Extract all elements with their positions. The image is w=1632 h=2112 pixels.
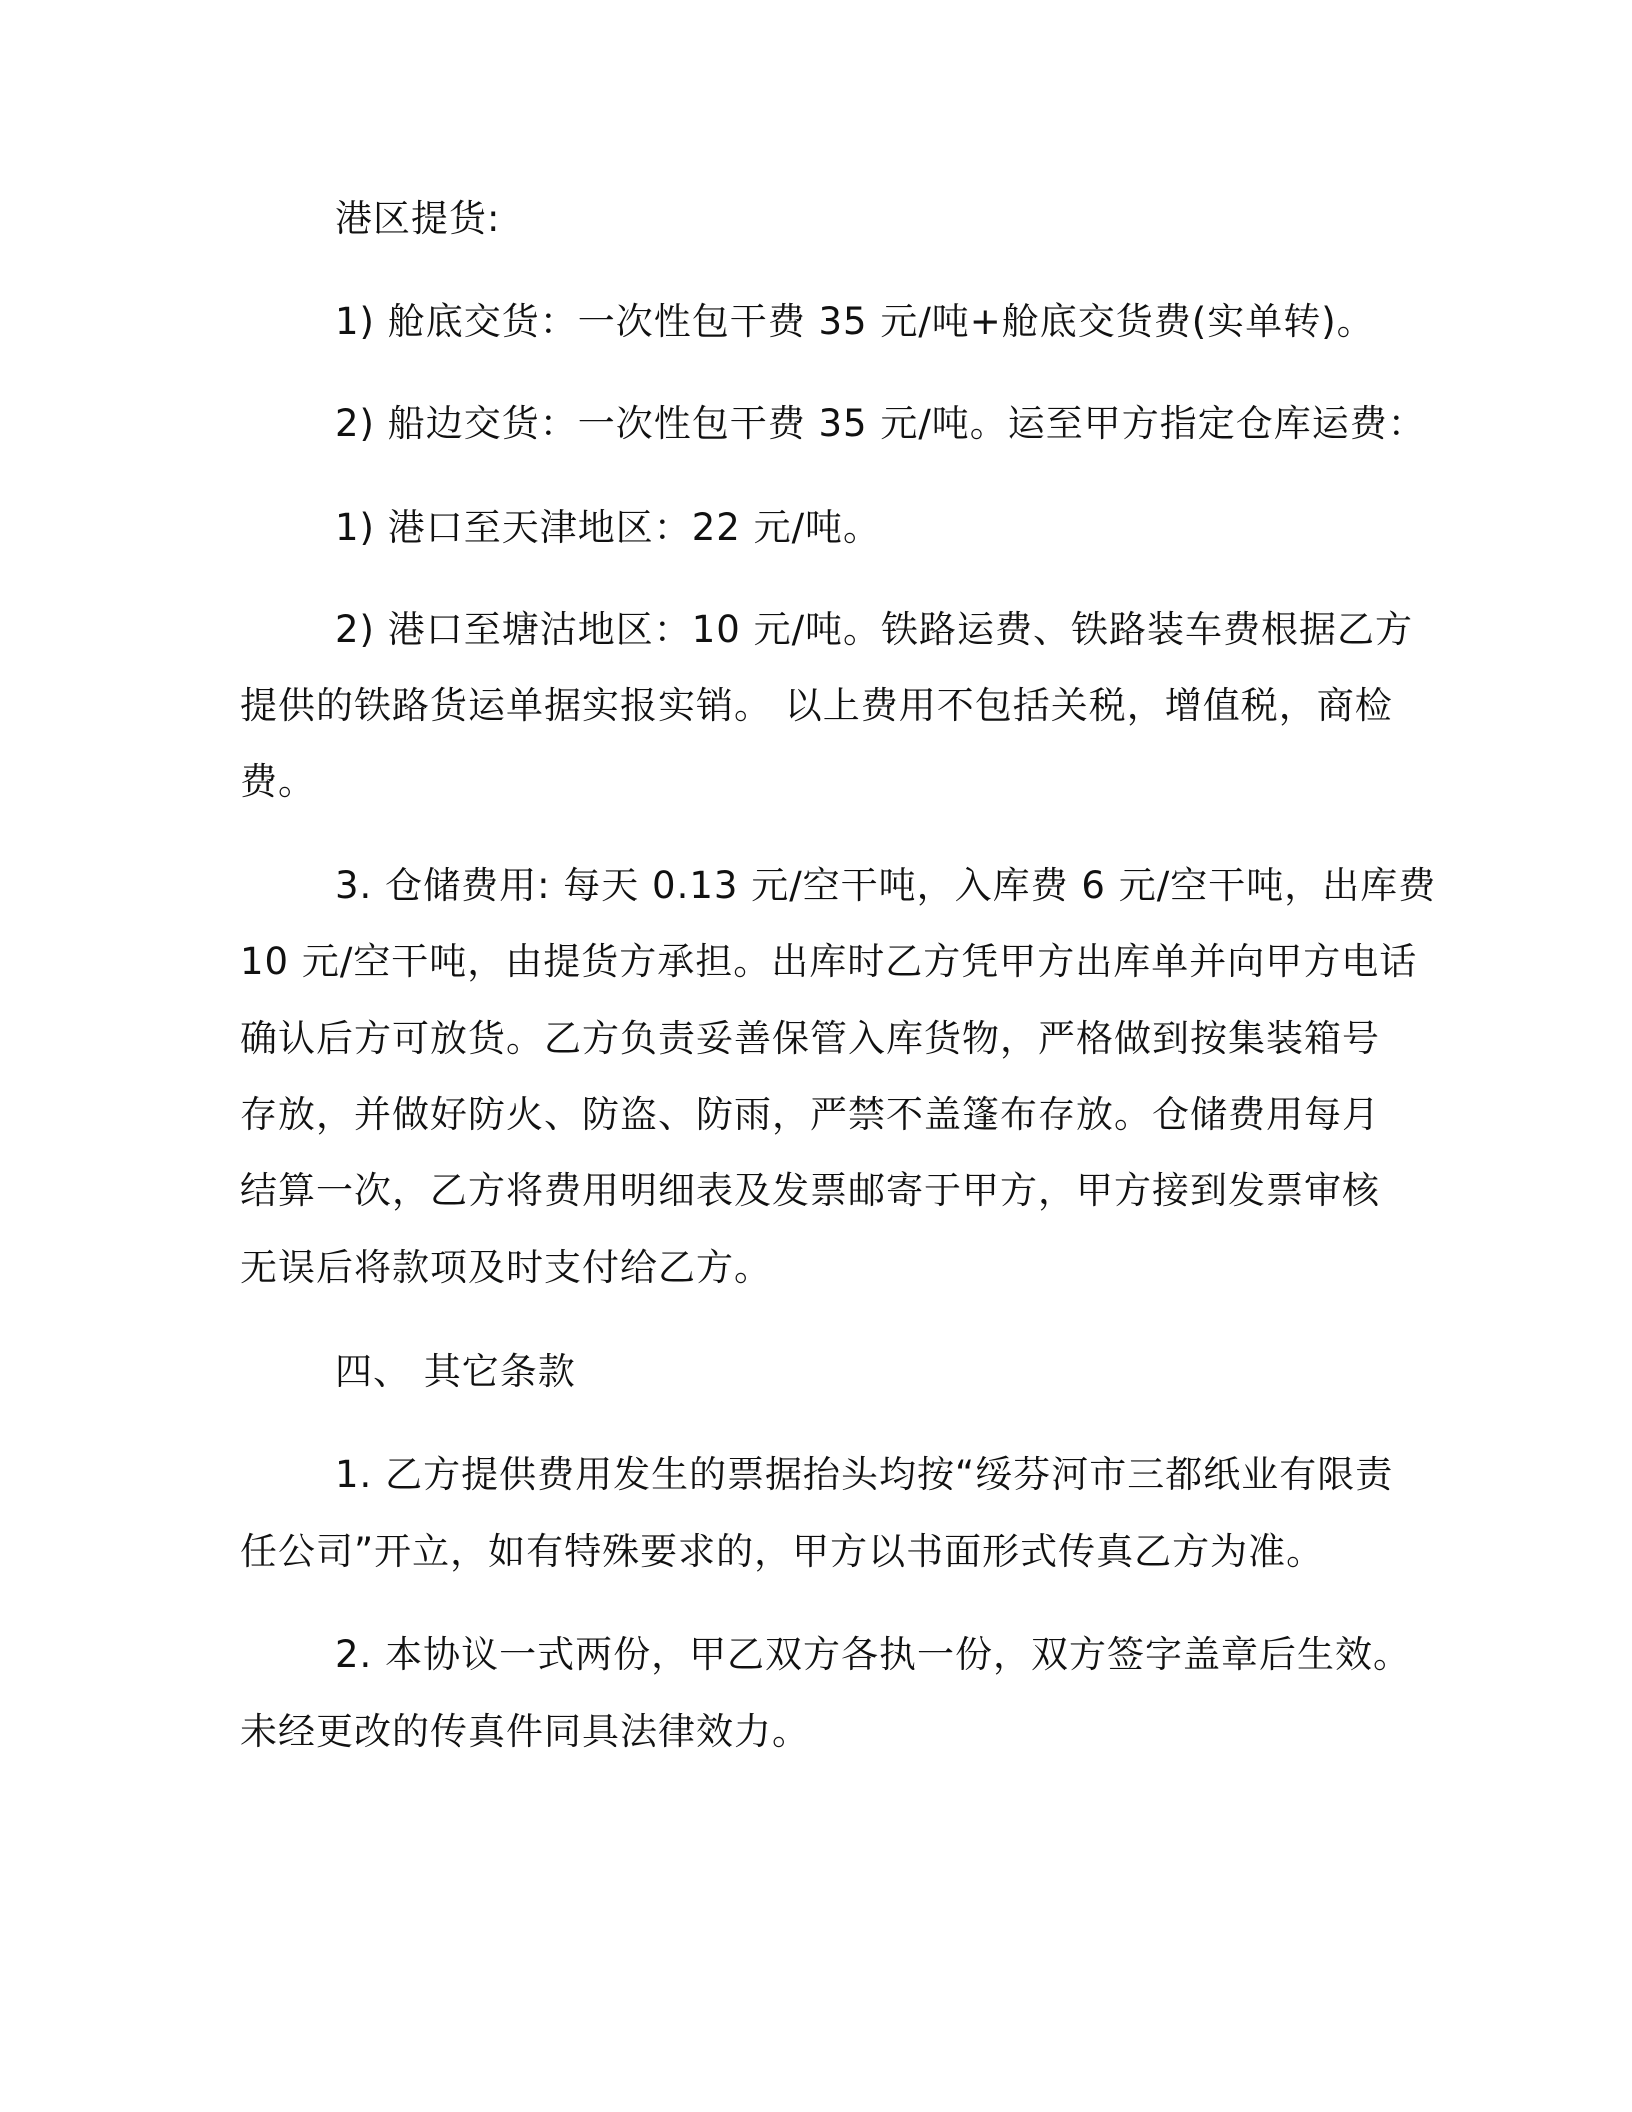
line-hold-delivery: 1) 舱底交货：一次性包干费 35 元/吨+舱底交货费(实单转)。 — [335, 300, 1375, 343]
line-outbound-fee: 10 元/空干吨，由提货方承担。出库时乙方凭甲方出库单并向甲方电话 — [240, 940, 1418, 983]
line-invoice-special: 任公司”开立，如有特殊要求的，甲方以书面形式传真乙方为准。 — [240, 1530, 1325, 1573]
section-other-terms: 四、 其它条款 — [335, 1350, 576, 1393]
line-fax-validity: 未经更改的传真件同具法律效力。 — [240, 1710, 810, 1753]
line-monthly-settlement: 结算一次，乙方将费用明细表及发票邮寄于甲方，甲方接到发票审核 — [240, 1169, 1380, 1212]
line-storage-fees: 3. 仓储费用: 每天 0.13 元/空干吨，入库费 6 元/空干吨，出库费 — [335, 864, 1437, 907]
line-tanggu-freight: 2) 港口至塘沽地区：10 元/吨。铁路运费、铁路装车费根据乙方 — [335, 608, 1414, 651]
line-port-pickup-heading: 港区提货: — [335, 197, 501, 240]
line-tianjin-freight: 1) 港口至天津地区：22 元/吨。 — [335, 506, 882, 549]
line-railway-reimbursement: 提供的铁路货运单据实报实销。 以上费用不包括关税，增值税，商检 — [240, 684, 1393, 727]
line-payment: 无误后将款项及时支付给乙方。 — [240, 1246, 772, 1289]
line-release-confirmation: 确认后方可放货。乙方负责妥善保管入库货物，严格做到按集装箱号 — [240, 1017, 1380, 1060]
line-invoice-header: 1. 乙方提供费用发生的票据抬头均按“绥芬河市三都纸业有限责 — [335, 1453, 1394, 1496]
line-fee-end: 费。 — [240, 760, 316, 803]
line-storage-safety: 存放，并做好防火、防盗、防雨，严禁不盖篷布存放。仓储费用每月 — [240, 1093, 1380, 1136]
line-agreement-copies: 2. 本协议一式两份，甲乙双方各执一份，双方签字盖章后生效。 — [335, 1633, 1412, 1676]
line-shipside-delivery: 2) 船边交货：一次性包干费 35 元/吨。运至甲方指定仓库运费： — [335, 402, 1426, 445]
